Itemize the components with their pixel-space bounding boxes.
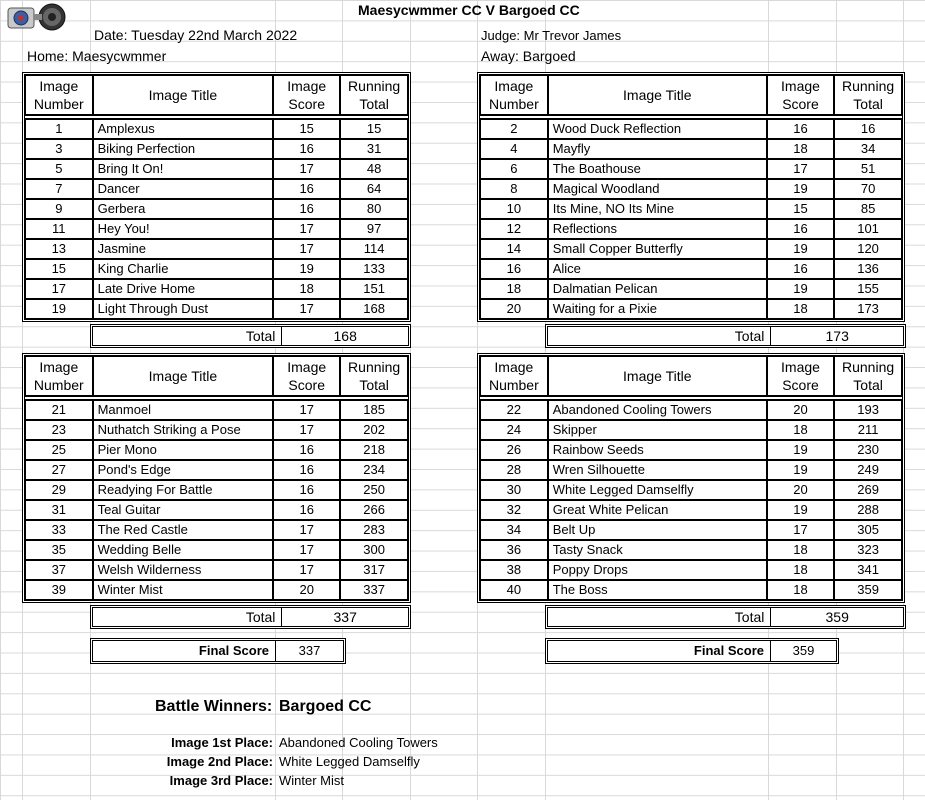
image-score-cell: 17	[273, 400, 340, 420]
table-row	[480, 219, 902, 239]
image-title-cell: Tasty Snack	[548, 540, 767, 560]
image-number-cell: 4	[480, 139, 548, 159]
final-score-label: Final Score	[548, 641, 771, 661]
total-label: Total	[93, 327, 282, 345]
image-number-cell: 8	[480, 179, 548, 199]
col-header-image-number	[25, 356, 93, 396]
image-score-cell: 16	[273, 179, 340, 199]
running-total-cell: 269	[834, 480, 902, 500]
col-header-running-total-line1: Running	[348, 359, 401, 375]
total-label: Total	[548, 608, 771, 626]
table-row	[25, 540, 408, 560]
col-header-running-total-line2: Total	[853, 96, 883, 112]
image-score-cell: 16	[273, 139, 340, 159]
col-header-image-score	[273, 75, 340, 115]
image-number-cell: 40	[480, 580, 548, 600]
running-total-cell: 97	[340, 219, 408, 239]
home-round1-table	[22, 72, 411, 322]
col-header-image-number-line1: Image	[494, 359, 534, 375]
image-score-cell: 16	[767, 219, 834, 239]
image-number-cell: 32	[480, 500, 548, 520]
running-total-cell: 48	[340, 159, 408, 179]
image-number-cell: 34	[480, 520, 548, 540]
image-number-cell: 10	[480, 199, 548, 219]
image-number-cell: 6	[480, 159, 548, 179]
image-number-cell: 25	[25, 440, 93, 460]
image-title-cell: The Boathouse	[548, 159, 767, 179]
col-header-image-number	[480, 356, 548, 396]
table-row	[25, 500, 408, 520]
image-number-cell: 7	[25, 179, 93, 199]
battle-winners-value: Bargoed CC	[279, 698, 372, 715]
image-number-cell: 28	[480, 460, 548, 480]
running-total-cell: 31	[340, 139, 408, 159]
running-total-cell: 64	[340, 179, 408, 199]
image-score-cell: 18	[273, 279, 340, 299]
first-place-value: Abandoned Cooling Towers	[279, 735, 438, 750]
running-total-cell: 317	[340, 560, 408, 580]
table-row	[25, 480, 408, 500]
first-place-label: Image 1st Place:	[171, 735, 273, 750]
image-score-cell: 16	[273, 480, 340, 500]
col-header-image-score	[767, 356, 834, 396]
image-title-cell: Gerbera	[93, 199, 274, 219]
image-number-cell: 20	[480, 299, 548, 319]
image-score-cell: 17	[273, 299, 340, 319]
image-title-cell: Jasmine	[93, 239, 274, 259]
col-header-image-score-line2: Score	[288, 377, 325, 393]
header-row	[480, 75, 902, 115]
image-title-cell: Mayfly	[548, 139, 767, 159]
home-final-score-box	[90, 638, 346, 664]
col-header-image-number-line1: Image	[39, 78, 79, 94]
table-row	[25, 520, 408, 540]
away-final-score: 359	[792, 643, 815, 658]
col-header-running-total	[834, 356, 902, 396]
image-number-cell: 21	[25, 400, 93, 420]
home-club: Home: Maesycwmmer	[27, 48, 167, 64]
image-title-cell: Welsh Wilderness	[93, 560, 274, 580]
running-total-cell: 168	[340, 299, 408, 319]
table-row	[480, 440, 902, 460]
image-score-cell: 19	[767, 279, 834, 299]
image-number-cell: 11	[25, 219, 93, 239]
image-title-cell: Nuthatch Striking a Pose	[93, 420, 274, 440]
table-row	[480, 420, 902, 440]
image-title-cell: Bring It On!	[93, 159, 274, 179]
col-header-image-title-line1: Image Title	[623, 87, 692, 103]
table-row	[25, 299, 408, 319]
image-number-cell: 24	[480, 420, 548, 440]
table-row	[480, 500, 902, 520]
running-total-cell: 34	[834, 139, 902, 159]
running-total-cell: 151	[340, 279, 408, 299]
image-number-cell: 19	[25, 299, 93, 319]
image-score-cell: 18	[767, 420, 834, 440]
image-number-cell: 37	[25, 560, 93, 580]
image-score-cell: 16	[273, 460, 340, 480]
col-header-image-score-line1: Image	[287, 78, 327, 94]
col-header-running-total	[340, 75, 408, 115]
running-total-cell: 300	[340, 540, 408, 560]
image-score-cell: 18	[767, 139, 834, 159]
running-total-cell: 120	[834, 239, 902, 259]
away-round1-total: 173	[825, 328, 849, 344]
running-total-cell: 359	[834, 580, 902, 600]
table-row	[25, 139, 408, 159]
table-row	[25, 400, 408, 420]
image-score-cell: 15	[767, 199, 834, 219]
running-total-cell: 249	[834, 460, 902, 480]
col-header-image-score-line2: Score	[782, 377, 819, 393]
image-score-cell: 19	[767, 440, 834, 460]
table-row	[480, 580, 902, 600]
image-title-cell: Magical Woodland	[548, 179, 767, 199]
table-row	[480, 279, 902, 299]
away-round2-table	[477, 353, 905, 603]
home-round1-total: 168	[333, 328, 357, 344]
col-header-image-number-line1: Image	[494, 78, 534, 94]
col-header-image-number-line1: Image	[39, 359, 79, 375]
image-score-cell: 19	[767, 500, 834, 520]
image-title-cell: Readying For Battle	[93, 480, 274, 500]
away-round1-table	[477, 72, 905, 322]
image-number-cell: 29	[25, 480, 93, 500]
running-total-cell: 133	[340, 259, 408, 279]
image-number-cell: 26	[480, 440, 548, 460]
running-total-cell: 323	[834, 540, 902, 560]
running-total-cell: 234	[340, 460, 408, 480]
header-row	[25, 356, 408, 396]
image-title-cell: Alice	[548, 259, 767, 279]
running-total-cell: 51	[834, 159, 902, 179]
battle-winners-label: Battle Winners:	[155, 698, 273, 715]
col-header-image-number	[480, 75, 548, 115]
image-title-cell: The Red Castle	[93, 520, 274, 540]
total-label: Total	[548, 327, 771, 345]
image-score-cell: 17	[273, 420, 340, 440]
table-row	[480, 159, 902, 179]
image-score-cell: 20	[767, 480, 834, 500]
col-header-running-total-line2: Total	[853, 377, 883, 393]
table-row	[480, 199, 902, 219]
total-label: Total	[93, 608, 282, 626]
image-score-cell: 18	[767, 299, 834, 319]
table-row	[25, 159, 408, 179]
running-total-cell: 80	[340, 199, 408, 219]
running-total-cell: 114	[340, 239, 408, 259]
col-header-running-total-line2: Total	[359, 377, 389, 393]
col-header-image-number-line2: Number	[33, 96, 84, 112]
table-row	[25, 119, 408, 139]
image-score-cell: 16	[273, 500, 340, 520]
image-title-cell: Reflections	[548, 219, 767, 239]
col-header-running-total-line2: Total	[359, 96, 389, 112]
running-total-cell: 101	[834, 219, 902, 239]
header-row	[25, 75, 408, 115]
image-title-cell: Wood Duck Reflection	[548, 119, 767, 139]
image-title-cell: Dalmatian Pelican	[548, 279, 767, 299]
image-title-cell: Rainbow Seeds	[548, 440, 767, 460]
col-header-image-score-line1: Image	[287, 359, 327, 375]
image-score-cell: 15	[273, 119, 340, 139]
away-round2-total: 359	[825, 609, 849, 625]
running-total-cell: 15	[340, 119, 408, 139]
table-row	[25, 560, 408, 580]
away-round1-total-box	[545, 324, 906, 348]
running-total-cell: 193	[834, 400, 902, 420]
running-total-cell: 211	[834, 420, 902, 440]
col-header-image-title	[93, 356, 274, 396]
image-title-cell: Abandoned Cooling Towers	[548, 400, 767, 420]
table-row	[25, 420, 408, 440]
image-score-cell: 16	[767, 119, 834, 139]
second-place-value: White Legged Damselfly	[279, 754, 420, 769]
running-total-cell: 70	[834, 179, 902, 199]
image-title-cell: The Boss	[548, 580, 767, 600]
image-title-cell: Winter Mist	[93, 580, 274, 600]
image-score-cell: 16	[273, 199, 340, 219]
image-score-cell: 17	[767, 520, 834, 540]
image-number-cell: 36	[480, 540, 548, 560]
third-place-label: Image 3rd Place:	[169, 773, 273, 788]
club-logo-icon	[4, 2, 74, 36]
image-title-cell: Biking Perfection	[93, 139, 274, 159]
col-header-image-title	[93, 75, 274, 115]
image-score-cell: 20	[273, 580, 340, 600]
image-title-cell: Belt Up	[548, 520, 767, 540]
running-total-cell: 230	[834, 440, 902, 460]
table-row	[25, 259, 408, 279]
image-number-cell: 38	[480, 560, 548, 580]
table-row	[480, 119, 902, 139]
image-score-cell: 17	[767, 159, 834, 179]
second-place-label: Image 2nd Place:	[166, 754, 273, 769]
running-total-cell: 341	[834, 560, 902, 580]
col-header-image-number-line2: Number	[488, 96, 539, 112]
image-title-cell: White Legged Damselfly	[548, 480, 767, 500]
image-title-cell: Its Mine, NO Its Mine	[548, 199, 767, 219]
away-round2-total-box	[545, 605, 906, 629]
running-total-cell: 250	[340, 480, 408, 500]
col-header-image-number-line2: Number	[33, 377, 84, 393]
image-score-cell: 17	[273, 560, 340, 580]
running-total-cell: 173	[834, 299, 902, 319]
col-header-image-title-line1: Image Title	[148, 368, 218, 384]
away-final-score-box	[545, 638, 839, 664]
home-round2-total: 337	[333, 609, 357, 625]
image-number-cell: 14	[480, 239, 548, 259]
image-title-cell: Poppy Drops	[548, 560, 767, 580]
image-number-cell: 5	[25, 159, 93, 179]
image-title-cell: Pond's Edge	[93, 460, 274, 480]
image-score-cell: 19	[767, 179, 834, 199]
table-row	[480, 520, 902, 540]
header-row	[480, 356, 902, 396]
home-round1-total-box	[90, 324, 411, 348]
image-title-cell: King Charlie	[93, 259, 274, 279]
image-title-cell: Late Drive Home	[93, 279, 274, 299]
col-header-image-number	[25, 75, 93, 115]
image-number-cell: 30	[480, 480, 548, 500]
running-total-cell: 85	[834, 199, 902, 219]
running-total-cell: 283	[340, 520, 408, 540]
running-total-cell: 337	[340, 580, 408, 600]
table-row	[25, 199, 408, 219]
image-score-cell: 19	[767, 239, 834, 259]
running-total-cell: 155	[834, 279, 902, 299]
table-row	[480, 560, 902, 580]
col-header-image-score-line1: Image	[781, 359, 820, 375]
image-number-cell: 17	[25, 279, 93, 299]
col-header-image-score	[767, 75, 834, 115]
table-row	[480, 400, 902, 420]
image-number-cell: 39	[25, 580, 93, 600]
running-total-cell: 16	[834, 119, 902, 139]
image-score-cell: 16	[767, 259, 834, 279]
table-row	[25, 239, 408, 259]
image-number-cell: 16	[480, 259, 548, 279]
col-header-image-score	[273, 356, 340, 396]
table-row	[25, 460, 408, 480]
away-club: Away: Bargoed	[481, 48, 576, 64]
table-row	[480, 259, 902, 279]
image-score-cell: 17	[273, 520, 340, 540]
col-header-image-title	[548, 75, 767, 115]
col-header-image-title	[548, 356, 767, 396]
table-row	[25, 580, 408, 600]
image-score-cell: 18	[767, 560, 834, 580]
image-score-cell: 17	[273, 239, 340, 259]
image-title-cell: Dancer	[93, 179, 274, 199]
running-total-cell: 305	[834, 520, 902, 540]
col-header-running-total-line1: Running	[348, 78, 401, 94]
table-row	[480, 540, 902, 560]
col-header-running-total	[834, 75, 902, 115]
image-number-cell: 1	[25, 119, 93, 139]
image-title-cell: Great White Pelican	[548, 500, 767, 520]
image-title-cell: Wren Silhouette	[548, 460, 767, 480]
col-header-running-total	[340, 356, 408, 396]
image-number-cell: 23	[25, 420, 93, 440]
col-header-image-score-line2: Score	[782, 96, 819, 112]
col-header-running-total-line1: Running	[842, 78, 895, 94]
image-score-cell: 17	[273, 540, 340, 560]
running-total-cell: 185	[340, 400, 408, 420]
home-final-score: 337	[298, 643, 321, 658]
col-header-image-score-line2: Score	[288, 96, 325, 112]
image-number-cell: 33	[25, 520, 93, 540]
image-number-cell: 27	[25, 460, 93, 480]
image-score-cell: 19	[273, 259, 340, 279]
judge-name: Judge: Mr Trevor James	[481, 28, 622, 43]
image-title-cell: Manmoel	[93, 400, 274, 420]
match-date: Date: Tuesday 22nd March 2022	[94, 27, 298, 43]
home-round2-total-box	[90, 605, 411, 629]
image-number-cell: 13	[25, 239, 93, 259]
third-place-value: Winter Mist	[279, 773, 344, 788]
image-title-cell: Teal Guitar	[93, 500, 274, 520]
image-score-cell: 18	[767, 540, 834, 560]
running-total-cell: 288	[834, 500, 902, 520]
running-total-cell: 136	[834, 259, 902, 279]
table-row	[480, 239, 902, 259]
table-row	[25, 179, 408, 199]
running-total-cell: 218	[340, 440, 408, 460]
table-row	[25, 440, 408, 460]
table-row	[25, 279, 408, 299]
col-header-image-score-line1: Image	[781, 78, 820, 94]
image-score-cell: 16	[273, 440, 340, 460]
image-title-cell: Small Copper Butterfly	[548, 239, 767, 259]
col-header-image-number-line2: Number	[488, 377, 539, 393]
page-title: Maesycwmmer CC V Bargoed CC	[358, 2, 580, 18]
image-score-cell: 19	[767, 460, 834, 480]
col-header-running-total-line1: Running	[842, 359, 895, 375]
image-number-cell: 31	[25, 500, 93, 520]
image-number-cell: 3	[25, 139, 93, 159]
running-total-cell: 202	[340, 420, 408, 440]
image-number-cell: 2	[480, 119, 548, 139]
running-total-cell: 266	[340, 500, 408, 520]
table-row	[480, 299, 902, 319]
home-round2-table	[22, 353, 411, 603]
image-number-cell: 15	[25, 259, 93, 279]
image-score-cell: 17	[273, 159, 340, 179]
final-score-label: Final Score	[93, 641, 276, 661]
image-title-cell: Light Through Dust	[93, 299, 274, 319]
image-number-cell: 9	[25, 199, 93, 219]
table-row	[480, 480, 902, 500]
image-title-cell: Waiting for a Pixie	[548, 299, 767, 319]
image-number-cell: 18	[480, 279, 548, 299]
image-number-cell: 12	[480, 219, 548, 239]
image-score-cell: 17	[273, 219, 340, 239]
image-number-cell: 22	[480, 400, 548, 420]
image-score-cell: 20	[767, 400, 834, 420]
image-score-cell: 18	[767, 580, 834, 600]
table-row	[480, 460, 902, 480]
col-header-image-title-line1: Image Title	[623, 368, 692, 384]
image-title-cell: Skipper	[548, 420, 767, 440]
image-number-cell: 35	[25, 540, 93, 560]
col-header-image-title-line1: Image Title	[148, 87, 218, 103]
image-title-cell: Wedding Belle	[93, 540, 274, 560]
image-title-cell: Pier Mono	[93, 440, 274, 460]
table-row	[480, 139, 902, 159]
table-row	[480, 179, 902, 199]
image-title-cell: Hey You!	[93, 219, 274, 239]
table-row	[25, 219, 408, 239]
image-title-cell: Amplexus	[93, 119, 274, 139]
